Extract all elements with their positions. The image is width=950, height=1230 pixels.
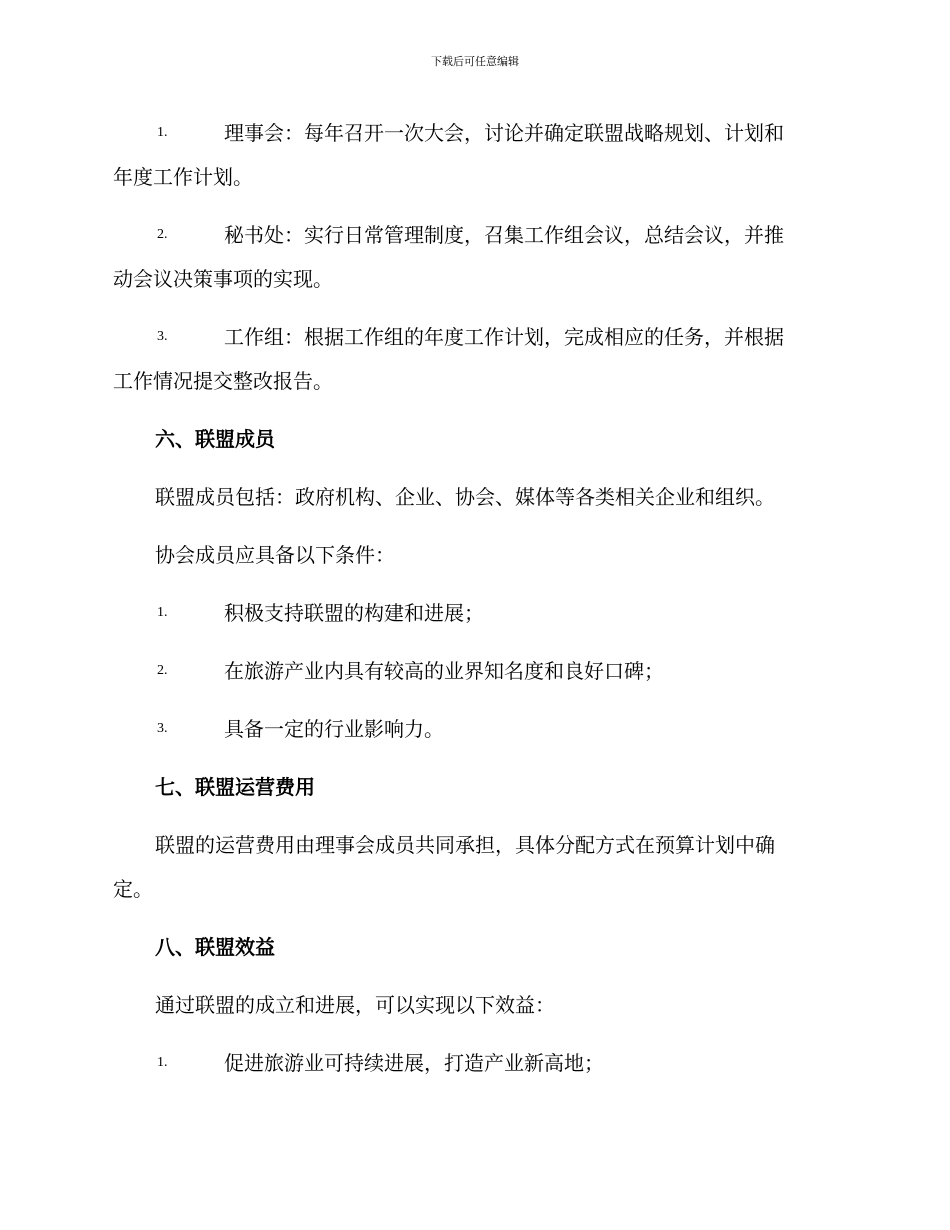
- paragraph: 协会成员应具备以下条件：: [155, 543, 395, 567]
- paragraph: 通过联盟的成立和进展，可以实现以下效益：: [155, 993, 555, 1017]
- list-text-line1: 工作组：根据工作组的年度工作计划，完成相应的任务，并根据: [224, 325, 784, 349]
- list-text-line1: 促进旅游业可持续进展，打造产业新高地；: [224, 1051, 604, 1075]
- list-text-line1: 积极支持联盟的构建和进展；: [224, 601, 484, 625]
- list-text-line1: 在旅游产业内具有较高的业界知名度和良好口碑；: [224, 659, 664, 683]
- list-item: [113, 1041, 838, 1085]
- section-heading: 六、联盟成员: [155, 427, 275, 451]
- section-heading: 八、联盟效益: [155, 935, 275, 959]
- document-body: [113, 111, 838, 1085]
- paragraph: [113, 823, 838, 911]
- paragraph: 联盟成员包括：政府机构、企业、协会、媒体等各类相关企业和组织。: [155, 485, 775, 509]
- list-number: 1.: [157, 1055, 168, 1070]
- list-text-line2: 年度工作计划。: [113, 165, 253, 189]
- list-number: 1.: [157, 125, 168, 140]
- section-heading: 七、联盟运营费用: [155, 775, 315, 799]
- list-item: [113, 591, 838, 635]
- list-number: 3.: [157, 721, 168, 736]
- list-text-line1: 理事会：每年召开一次大会，讨论并确定联盟战略规划、计划和: [224, 121, 784, 145]
- list-text-line2: 动会议决策事项的实现。: [113, 267, 333, 291]
- list-text-line1: 秘书处：实行日常管理制度，召集工作组会议，总结会议，并推: [224, 223, 784, 247]
- list-item: [113, 111, 838, 199]
- paragraph-line1: 联盟的运营费用由理事会成员共同承担，具体分配方式在预算计划中确: [155, 833, 775, 857]
- list-item: [113, 315, 838, 403]
- paragraph-line2: 定。: [113, 877, 153, 901]
- list-item: [113, 649, 838, 693]
- list-number: 2.: [157, 663, 168, 678]
- list-number: 2.: [157, 227, 168, 242]
- list-text-line2: 工作情况提交整改报告。: [113, 369, 333, 393]
- list-number: 1.: [157, 605, 168, 620]
- list-text-line1: 具备一定的行业影响力。: [224, 717, 444, 741]
- page-header: 下载后可任意编辑: [431, 55, 519, 68]
- list-item: [113, 707, 838, 751]
- list-item: [113, 213, 838, 301]
- list-number: 3.: [157, 329, 168, 344]
